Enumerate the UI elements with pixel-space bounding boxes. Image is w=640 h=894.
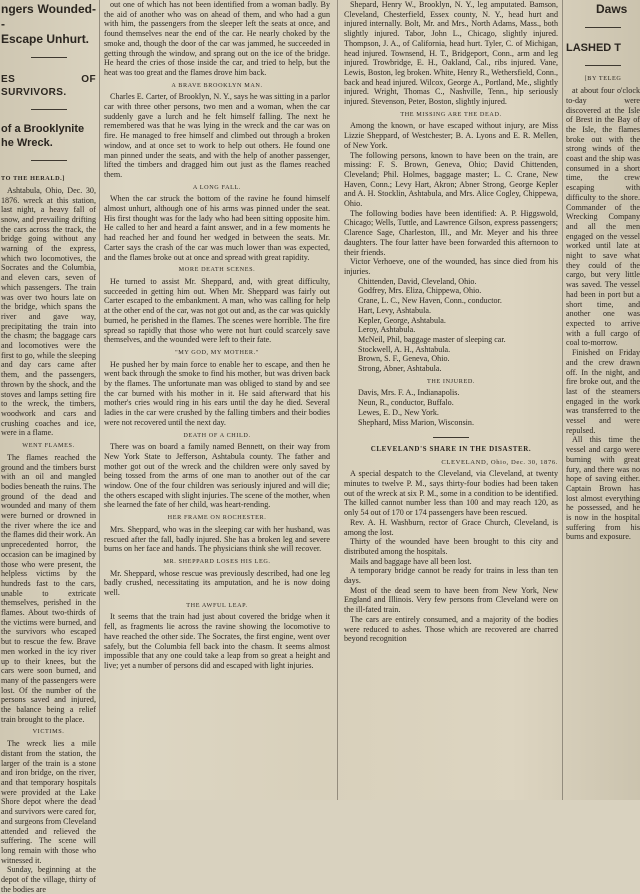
article-text: He turned to assist Mr. Sheppard, and, with great difficulty, succeeded in getting him out. When Mr. Sheppard was fairly out Carter escaped to the embankment. A man, who was calling for help at the other end of the car, was not got out and, as the car was quickly burned, he perished in the flames. The scenes were horrible. The fire spread so rapidly that those who were not hurt could scarcely save themselves, and the wounded were left to their fate. — [104, 276, 330, 345]
dateline: [BY TELEG — [584, 75, 622, 83]
article-text: Rev. A. H. Washburn, rector of Grace Church, Cleveland, is among the lost. — [344, 517, 558, 537]
column-1 — [0, 0, 96, 894]
column-rule — [337, 0, 338, 800]
article-text: The cars are entirely consumed, and a majority of the bodies were reduced to ashes. Those which are recovered are charred beyond recognition — [344, 614, 558, 644]
subhead: THE MISSING ARE THE DEAD. — [400, 110, 502, 118]
list-item: Leroy, Ashtabula. — [358, 325, 416, 335]
article-text: Finished on Friday and the crew drawn off. In the night, and fire broke out, and the last of the steamers engaged in the work was transferred to the vessel and were repulsed. — [566, 348, 640, 435]
article-text: The following bodies have been identified: A. P. Higgswold, Chicago; Wells, Tuttle, and Lawrence Gilson, express passengers; Clarence Sage, Charleston, Ill., and Mr. Meyer and his three daughters. The four latter have been forwarded this afternoon to their friends. — [344, 208, 558, 257]
article-text: When the car struck the bottom of the ravine he found himself almost unhurt, although one of his arms was pinned under the seat. His first thought was for the lady who had been sitting opposite him. He called to her and heard a faint answer, and in a few moments he had reached her and found her wedged in between the seats. Mr. Carter says the crash of the car was much lower than was expected, and the flames broke out at once and spread with great rapidity. — [104, 194, 330, 262]
subhead: MR. SHEPPARD LOSES HIS LEG. — [163, 557, 271, 565]
dateline: TO THE HERALD.] — [1, 175, 65, 183]
divider — [1, 51, 96, 61]
list-item: Brown, S. F., Geneva, Ohio. — [358, 354, 450, 364]
divider — [1, 154, 96, 164]
headline-daws: Daws — [596, 2, 628, 16]
subhead: WENT FLAMES. — [22, 442, 75, 450]
article-text: Thirty of the wounded have been brought to this city and distributed among the hospitals. — [344, 537, 558, 556]
list-item: Godfrey, Mrs. Eliza, Chippewa, Ohio. — [358, 286, 482, 296]
article-text: at about four o'clock to-day were discovered at the Isle of Brest in the Bay of the Isle, the flames broke out with the strong winds of the coast and the ship was consumed in a short time, the crew escaping with difficulty to the shore. Commander of the Wrecking Company and all the men engaged on the vessel worked until late at night to save what they could of the cargo, but very little was saved. The vessel had been in port but a short time, and another one was expected to arrive with a full cargo of coal to-morrow. — [566, 86, 640, 348]
article-text: out one of which has not been identified from a woman badly. By the aid of another who was on ahead of them, and who had a gun with him, the passengers from the sleeper left the seats at once, and found themselves near the end of the car. He nearly choked by the smoke and, though the door of the car was jammed, he succeeded in getting through the window, and sprang out on the ice of the bridge. He heard the cries of those inside the car, and tried to help, but the heat was too great and the flames drove him back. — [104, 0, 330, 77]
divider — [566, 59, 640, 69]
subhead: THE AWFUL LEAP. — [186, 601, 248, 609]
article-text: It seems that the train had just about covered the bridge when it fell, as fragments lie across the ravine showing the locomotive to have reached the other side. The Socrates, the first engine, went over safely, but the Columbia fell back into the chasm. It seems almost impossible that any one could take a leap from so great a height and live; yet a number of persons did and escaped with light injuries. — [104, 612, 330, 670]
article-text: Mails and baggage have all been lost. — [350, 556, 472, 566]
headline-survivors: ES OF SURVIVORS. — [1, 73, 96, 98]
article-text: A temporary bridge cannot be ready for trains in less than ten days. — [344, 566, 558, 586]
subhead: A BRAVE BROOKLYN MAN. — [171, 81, 263, 89]
subhead: "MY GOD, MY MOTHER." — [175, 348, 259, 356]
headline-lashed: LASHED T — [566, 41, 621, 54]
headline-wounded: ngers Wounded-- — [1, 2, 96, 31]
injured-list-text: Shepard, Henry W., Brooklyn, N. Y., leg amputated. Bamson, Cleveland, Chesterfield, Essex county, N. Y., head hurt and injured internally. Bolt, Mr. and Mrs., North Adams, Mass., both slightly injured. Tabor, John L., Chicago, slightly injured. Thompson, J. A., of California, head hurt. Tyler, C. of Michigan, head injured. Townsend, H. T., Bridgeport, Conn., arm and leg injured. Trowbridge, E. H., Oakland, Cal., ribs injured. Vane, Lewis, Boston, leg broken. White, Henry R., Wethersfield, Conn., back and head injured. Wilcox, George A., Portland, Me., slightly injured. Wright, Thomas C., Nashville, Tenn., hip seriously injured. Stevenson, Peter, Boston, slightly injured. — [344, 0, 558, 107]
injured-list — [344, 388, 558, 427]
list-item: McNeil, Phil, baggage master of sleeping car. — [358, 334, 506, 344]
article-text: The following persons, known to have been on the train, are missing: F. S. Brown, Geneva, Ohio; David Chittenden, Cleveland; Phil. Holmes, baggage master; L. C. Crane, New Haven, Conn.; Levy Hart, Akron; Abner Strong, George Kepler and A. H. Stocklin, Ashtabula, and Mrs. Alice Cogley, Chippewa, Ohio. — [344, 150, 558, 209]
headline-brooklynite: of a Brooklynite — [1, 123, 85, 136]
section-headline: CLEVELAND'S SHARE IN THE DISASTER. — [370, 444, 532, 453]
subhead: A LONG FALL. — [192, 183, 242, 191]
headline-wreck: he Wreck. — [1, 137, 53, 150]
subhead: MORE DEATH SCENES. — [178, 266, 256, 274]
article-text: Victor Verhoeve, one of the wounded, has since died from his injuries. — [344, 257, 558, 276]
list-item: Strong, Abner, Ashtabula. — [358, 364, 442, 374]
list-item: Chittenden, David, Cleveland, Ohio. — [358, 276, 477, 286]
article-text: Most of the dead seem to have been from New York, New England and Illinois. Very few persons from Cleveland were on the ill-fated train. — [344, 585, 558, 615]
divider — [344, 431, 558, 441]
article-text: Sunday, beginning at the depot of the village, thirty of the bodies are — [1, 865, 96, 894]
list-item: Shephard, Miss Marion, Wisconsin. — [358, 417, 474, 427]
column-4 — [566, 0, 640, 800]
list-item: Kepler, George, Ashtabula. — [358, 315, 446, 325]
article-text: Mr. Sheppard, whose rescue was previously described, had one leg badly crushed, necessitating its amputation, and he is now doing well. — [104, 568, 330, 598]
article-text: A special despatch to the Cleveland, via Cleveland, at twenty minutes to twelve P. M., says thirty-four bodies had been taken out of the wreck at six P. M., some in a condition to be identified. The killed cannot number less than 100 and may reach 120, as only 54 out of 170 or 174 passengers have been rescued. — [344, 469, 558, 518]
article-text: The flames reached the ground and the timbers burst with an oil and mangled bodies beneath the ruins. The ground of the dead and wounded and many of them were burned or drowned in the river where the ice and the flames did their work. An unprecedented horror, the occasion can be imagined by those who were present, the helpless victims by the hundreds fast to the cars, unable to extricate themselves, perished in the flames. About two-thirds of the victims were burned, and the survivors who escaped but to rescue the few. Brave men worked in the icy river up to their knees, but the cars were soon burned, and many of the passengers were lost. Of the number of the persons saved and injured, the balance being a relief train brought to the place. — [1, 452, 96, 724]
missing-list — [344, 277, 558, 374]
column-3 — [344, 0, 558, 800]
subhead: THE INJURED. — [426, 377, 476, 385]
list-item: Davis, Mrs. F. A., Indianapolis. — [358, 388, 460, 398]
article-text: Charles E. Carter, of Brooklyn, N. Y., says he was sitting in a parlor car with three other persons, two men and a woman, when the car suddenly gave a lurch and he felt himself falling. The next he remembered was that he was lying in the wreck and the car was on fire. He managed to free himself and climbed out through a broken window, and at once set to work to help out others. He found one man pinned under the seats, and with the help of another passenger, lifted the timbers and dragged him out just as the flames reached them. — [104, 92, 330, 179]
list-item: Stockwell, A. H., Ashtabula. — [358, 344, 451, 354]
column-rule — [562, 0, 563, 800]
column-rule — [99, 0, 100, 800]
article-text: Among the known, or have escaped without injury, are Miss Lizzie Sheppard, of Westchester; B. A. Lyons and E. R. Mellen, of New York. — [344, 121, 558, 150]
column-2 — [104, 0, 330, 800]
subhead: VICTIMS. — [32, 728, 65, 736]
dateline: CLEVELAND, Ohio, Dec. 30, 1876. — [441, 458, 558, 466]
list-item: Crane, L. C., New Haven, Conn., conductor. — [358, 296, 502, 306]
list-item: Neun, R., conductor, Buffalo. — [358, 398, 454, 408]
article-text: There was on board a family named Bennett, on their way from New York State to Jefferson, Ashtabula county. The father and mother got out of the wreck and the children were only saved by being tossed from the arms of one man to another out of the car window. One of the four children was seriously injured and will die; the others escaped with slight injuries. The scene of the mother, when she learned the fate of her child, was heart-rending. — [104, 442, 330, 510]
article-text: Mrs. Sheppard, who was in the sleeping car with her husband, was rescued after the fall, badly injured. She has a broken leg and severe burns on her face and hands. The physicians think she will recover. — [104, 524, 330, 554]
article-text: Ashtabula, Ohio, Dec. 30, 1876. wreck at this station, last night, a heavy fall of snow, and prevailing drifting the cars across the track, the bridge going without any warning of the express, which two locomotives, the Socrates and the Columbia, and eleven cars, seven of which passengers. The train was over two hours late on the bridge, which spans the river and gave way, precipitating the train into the chasm; the baggage cars and locomotives were the first to go, while the sleeping and day cars came after them, and the passengers, thrown by the shock, and the stoves and lamps setting fire to the wreck, the timbers, woodwork and cars and crushing coaches and ice, were in a flame. — [1, 185, 96, 438]
divider — [566, 21, 640, 31]
list-item: Lewes, E. D., New York. — [358, 407, 439, 417]
article-text: He pushed her by main force to enable her to escape, and then he went back through the smoke to find his mother, but was driven back by the flames. The unfortunate man was obliged to stand by and see the car burned with his mother in it. He said afterward that his mother's cries would ring in his ears until the day he died. Several ladies in the car were crushed by the falling timbers and their bodies were not recovered until the next day. — [104, 359, 330, 427]
headline-escape: Escape Unhurt. — [1, 32, 90, 46]
subhead: HER FRAME ON ROCHESTER. — [167, 514, 267, 522]
article-text: All this time the vessel and cargo were burning with great fury, and there was no hope of saving either. Captain Brown has lost almost everything he possessed, and he is now in the hospital suffering from his burns and exposure. — [566, 435, 640, 542]
divider — [1, 103, 96, 113]
list-item: Hart, Levy, Ashtabula. — [358, 305, 431, 315]
subhead: DEATH OF A CHILD. — [183, 431, 251, 439]
article-text: The wreck lies a mile distant from the station, the larger of the train is a stone and iron bridge, on the river, and that temporary hospitals were provided at the Lake Shore depot where the dead and survivors were cared for, and surgeons from Cleveland attended and relieved the suffering. The scene will long remain with those who witnessed it. — [1, 739, 96, 865]
